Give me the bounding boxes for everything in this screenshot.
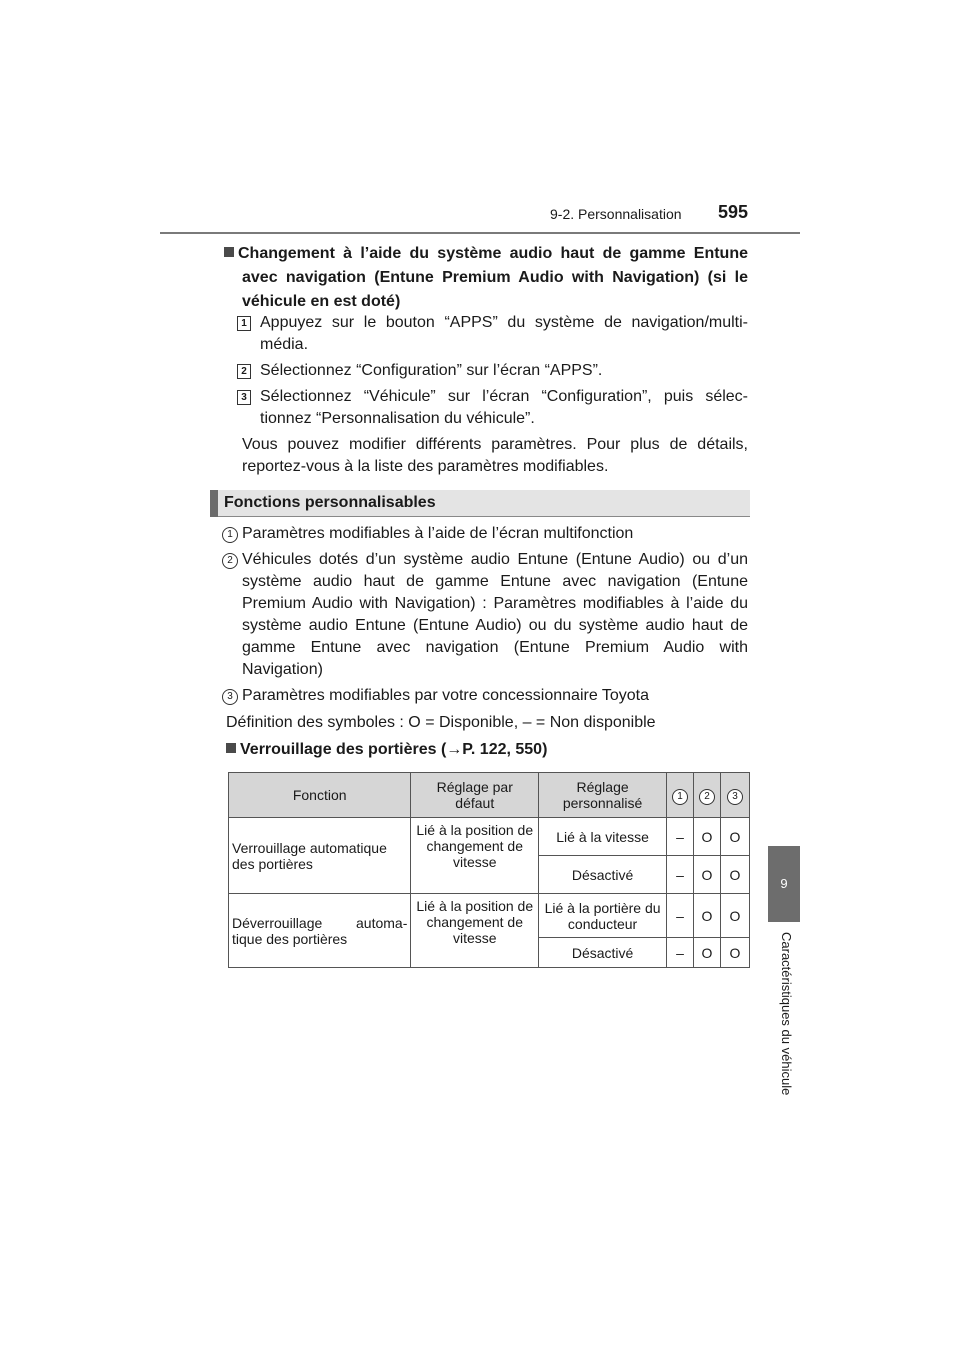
col-header-2 bbox=[693, 773, 720, 818]
cell-c2: O bbox=[693, 894, 720, 938]
cell-fonction: Verrouillage automatique des portières bbox=[229, 818, 411, 894]
section-banner-bar bbox=[210, 490, 218, 517]
info-note: Vous pouvez modifier différents paramètres. Pour plus de détails, reportez-vous à la liste des paramètres modifiables. bbox=[242, 436, 748, 475]
step-text: Appuyez sur le bouton “APPS” du système de navigation/multi-média. bbox=[260, 314, 748, 353]
cell-reglage: Lié à la vitesse bbox=[539, 818, 667, 856]
legend-marker: 1 bbox=[222, 527, 238, 543]
cell-c1: – bbox=[666, 818, 693, 856]
table-header-row bbox=[229, 773, 750, 818]
table-row bbox=[229, 818, 750, 856]
cell-c3: O bbox=[720, 818, 749, 856]
col-marker-2: 2 bbox=[699, 789, 715, 805]
square-bullet-icon-2 bbox=[224, 247, 234, 257]
cell-reglage: Désactivé bbox=[539, 938, 667, 968]
col-header-fonction: Fonction bbox=[229, 773, 411, 818]
step-number-box: 2 bbox=[237, 364, 251, 379]
legend-marker: 2 bbox=[222, 553, 238, 569]
cell-c3: O bbox=[720, 856, 749, 894]
cell-fonction: Déverrouillage automa-tique des portières bbox=[229, 894, 411, 968]
page-number: 595 bbox=[718, 202, 749, 222]
step-number-box: 1 bbox=[237, 316, 251, 331]
chapter-tab: 9 bbox=[768, 846, 800, 922]
cell-c2: O bbox=[693, 938, 720, 968]
legend-text: Paramètres modifiables par votre concessionnaire Toyota bbox=[242, 687, 650, 704]
cell-c3: O bbox=[720, 894, 749, 938]
step-text: Sélectionnez “Configuration” sur l’écran “APPS”. bbox=[260, 362, 603, 379]
col-header-perso bbox=[539, 773, 667, 818]
cell-c1: – bbox=[666, 856, 693, 894]
cell-c2: O bbox=[693, 856, 720, 894]
cell-c3: O bbox=[720, 938, 749, 968]
col-header-perso-text: Réglage personnalisé bbox=[562, 779, 643, 811]
legend-text: Paramètres modifiables à l’aide de l’écran multifonction bbox=[242, 525, 634, 542]
col-header-defaut-text: Réglage par défaut bbox=[436, 779, 513, 811]
cell-defaut: Lié à la position de changement de vitesse bbox=[411, 818, 539, 894]
customization-table bbox=[228, 772, 750, 968]
square-bullet-icon-3 bbox=[226, 743, 236, 753]
col-header-3 bbox=[720, 773, 749, 818]
step-number-box: 3 bbox=[237, 390, 251, 405]
col-marker-3: 3 bbox=[727, 789, 743, 805]
cell-defaut: Lié à la position de changement de vitesse bbox=[411, 894, 539, 968]
step-text: Sélectionnez “Véhicule” sur l’écran “Configuration”, puis sélec-tionnez “Personnalisation du véhicule”. bbox=[260, 388, 748, 427]
section-title: 9-2. Personnalisation bbox=[550, 206, 682, 222]
subsection-heading-text: Verrouillage des portières (→P. 122, 550) bbox=[240, 741, 548, 758]
cell-c2: O bbox=[693, 818, 720, 856]
cell-c1: – bbox=[666, 938, 693, 968]
legend-text: Véhicules dotés d’un système audio Entune (Entune Audio) ou d’un système audio haut de gamme Entune avec navigation (Entune Premium Audio with Navigation) : Paramètres modifiables à l’aide du système audio Entune (Entune Audio) ou du système audio haut de gamme Entune avec navigation (Entune Premium Audio with Navigation) bbox=[242, 551, 748, 678]
section-heading-block bbox=[224, 242, 748, 314]
col-marker-1: 1 bbox=[672, 789, 688, 805]
section-heading-text-2: Changement à l’aide du système audio haut de gamme Entune avec navigation (Entune Premium Audio with Navigation) (si le véhicule en est doté) bbox=[238, 245, 748, 310]
legend-marker: 3 bbox=[222, 689, 238, 705]
cell-reglage: Lié à la portière du conducteur bbox=[539, 894, 667, 938]
subsection-heading bbox=[226, 738, 748, 762]
section-banner-title: Fonctions personnalisables bbox=[224, 494, 436, 511]
col-header-1 bbox=[666, 773, 693, 818]
symbols-definition: Définition des symboles : O = Disponible, – = Non disponible bbox=[226, 714, 656, 731]
chapter-tab-label: Caractéristiques du véhicule bbox=[779, 932, 794, 1096]
header-rule bbox=[160, 232, 800, 234]
col-header-defaut bbox=[411, 773, 539, 818]
cell-c1: – bbox=[666, 894, 693, 938]
cell-reglage: Désactivé bbox=[539, 856, 667, 894]
table-row bbox=[229, 894, 750, 938]
